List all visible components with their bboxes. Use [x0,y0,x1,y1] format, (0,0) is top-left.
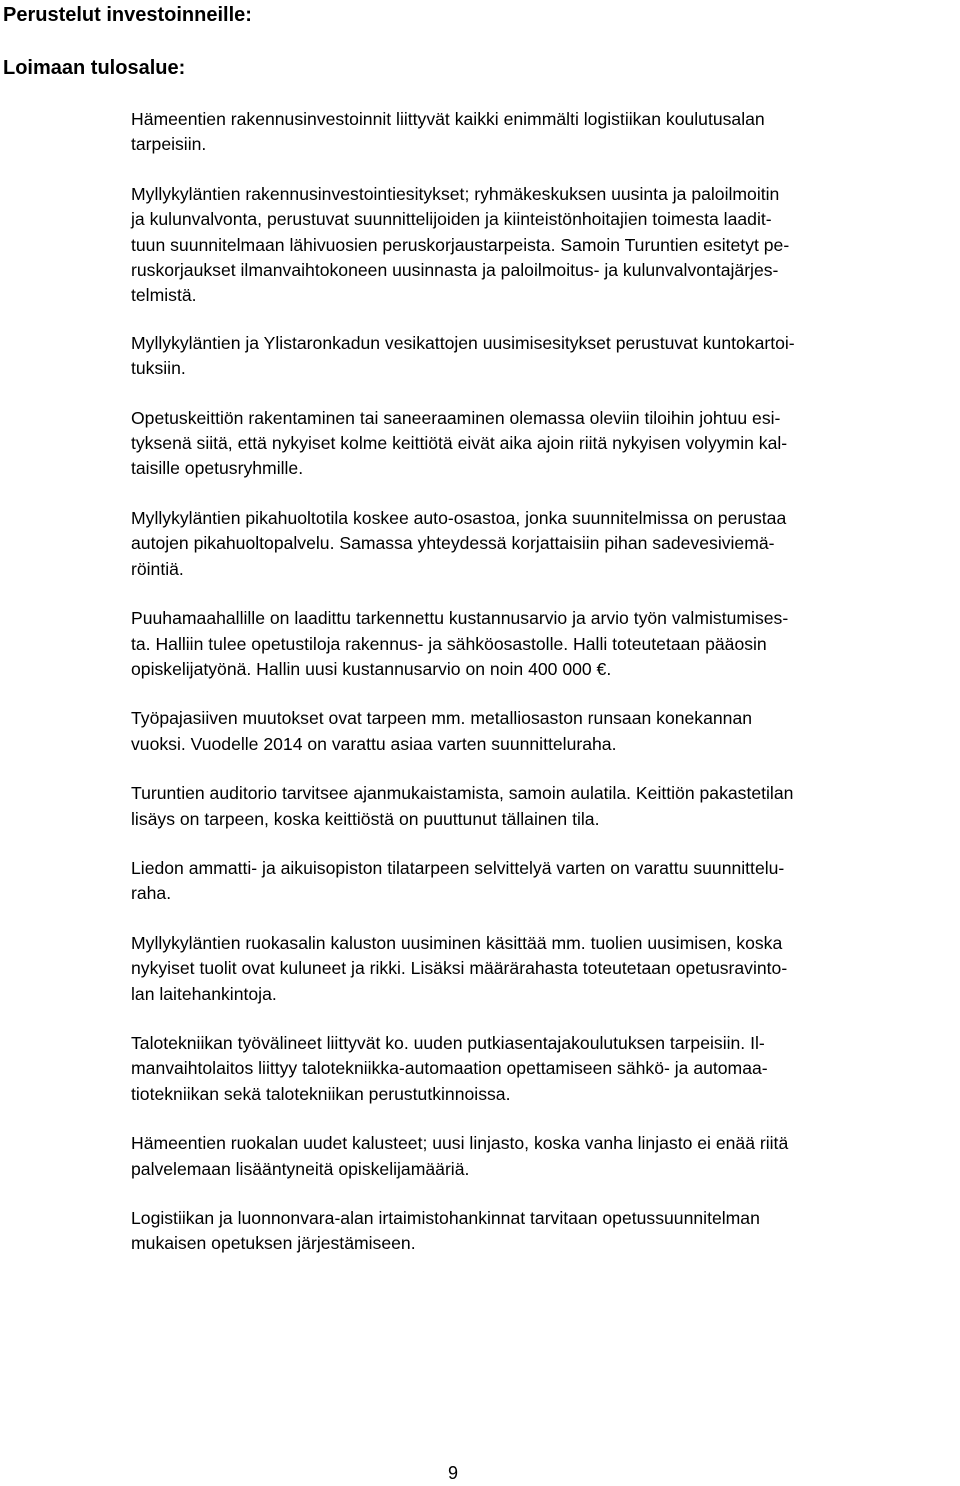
paragraph-myllykylantie-investments: Myllykyläntien rakennusinvestointiesitykset; ryhmäkeskuksen uusinta ja paloilmoitin ja kulunvalvonta, perustuvat suunnittelijoiden ja kiinteistönhoitajien toimesta laadit- tuun suunnitelmaan lähivuosien peruskorjaustarpeista. Samoin Turuntien esitetyt pe- ruskorjaukset ilmanvaihtokoneen uusinnasta ja paloilmoitus- ja kulunvalvontajärjes- telmistä. [131,183,790,306]
paragraph-quick-service-bay: Myllykyläntien pikahuoltotila koskee auto-osastoa, jonka suunnitelmissa on perustaa autojen pikahuoltopalvelu. Samassa yhteydessä korjattaisiin pihan sadevesiviemä- röintiä. [131,507,787,579]
paragraph-roof-renewals: Myllykyläntien ja Ylistaronkadun vesikattojen uusimisesitykset perustuvat kuntokartoi- tuksiin. [131,332,795,379]
paragraph-hameentie-canteen: Hämeentien ruokalan uudet kalusteet; uusi linjasto, koska vanha linjasto ei enää riitä palvelemaan lisääntyneitä opiskelijamääriä. [131,1133,789,1179]
paragraph-building-services-tools: Talotekniikan työvälineet liittyvät ko. uuden putkiasentajakoulutuksen tarpeisiin. Il- manvaihtolaitos liittyy talotekniikka-automaation opettamiseen sähkö- ja automaa- tiotekniikan sekä talotekniikan perustutkinnoissa. [131,1032,768,1104]
paragraph-logistics-investments: Hämeentien rakennusinvestoinnit liittyvät kaikki enimmälti logistiikan koulutusalan tarpeisiin. [131,109,765,155]
page-number: 9 [447,1463,458,1483]
paragraph-logistics-equipment: Logistiikan ja luonnonvara-alan irtaimistohankinnat tarvitaan opetussuunnitelman mukaisen opetuksen järjestämiseen. [131,1208,760,1254]
paragraph-puuhamaa-hall: Puuhamaahallille on laadittu tarkennettu kustannusarvio ja arvio työn valmistumises- ta. Halliin tulee opetustiloja rakennus- ja sähköosastolle. Halli toteutetaan pääosin opiskelijatyönä. Hallin uusi kustannusarvio on noin 400 000 €. [131,608,789,679]
paragraph-teaching-kitchen: Opetuskeittiön rakentaminen tai saneeraaminen olemassa oleviin tiloihin johtuu esi- tyksenä siitä, että nykyiset kolme keittiötä eivät aika ajoin riitä nykyisen volyymin kal- taisille opetusryhmille. [131,407,788,479]
paragraph-lieto-planning: Liedon ammatti- ja aikuisopiston tilatarpeen selvittelyä varten on varattu suunnittelu- raha. [131,857,785,904]
paragraph-dining-hall-furniture: Myllykyläntien ruokasalin kaluston uusiminen käsittää mm. tuolien uusimisen, koska nykyiset tuolit ovat kuluneet ja rikki. Lisäksi määrärahasta toteutetaan opetusravinto- lan laitehankintoja. [131,932,788,1004]
subsection-heading: Loimaan tulosalue: [3,57,186,79]
paragraph-turuntie-auditorium: Turuntien auditorio tarvitsee ajanmukaistamista, samoin aulatila. Keittiön pakastetilan lisäys on tarpeen, koska keittiöstä on puuttunut tällainen tila. [131,783,794,829]
paragraph-workshop-wing: Työpajasiiven muutokset ovat tarpeen mm. metalliosaston runsaan konekannan vuoksi. Vuodelle 2014 on varattu asiaa varten suunnitteluraha. [131,708,753,754]
section-heading: Perustelut investoinneille: [3,4,252,26]
body-text [131,107,957,1257]
